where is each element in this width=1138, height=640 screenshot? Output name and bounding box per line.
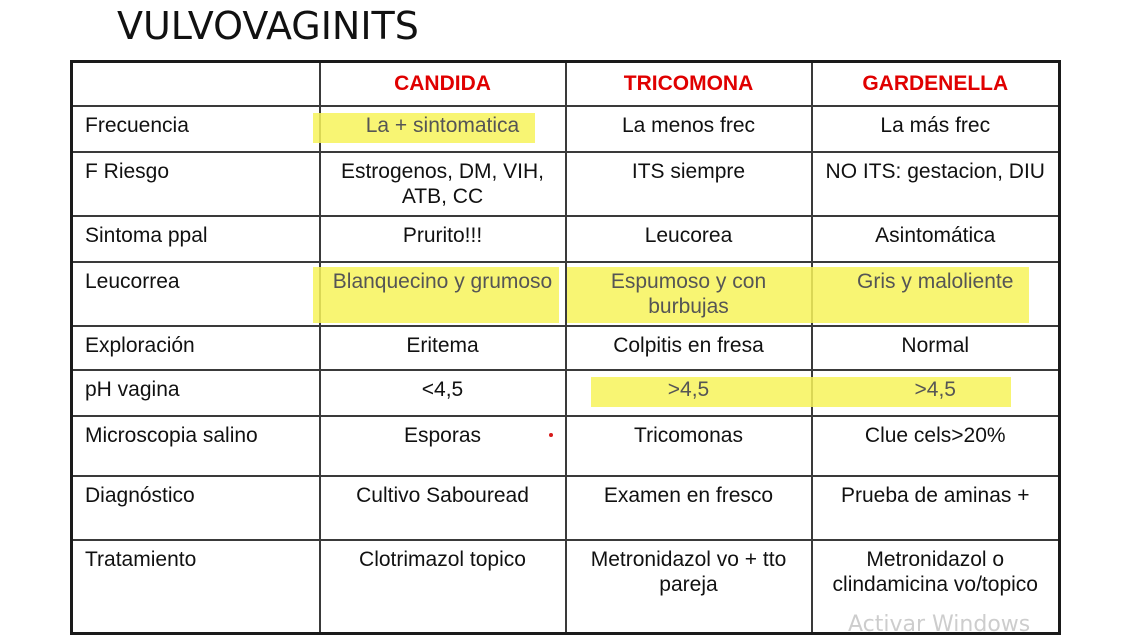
- table-cell: Estrogenos, DM, VIH, ATB, CC: [320, 152, 566, 216]
- activation-watermark: Activar Windows: [848, 612, 1031, 637]
- table-cell: Cultivo Sabouread: [320, 476, 566, 540]
- table-cell: Colpitis en fresa: [566, 326, 812, 370]
- table-row: [72, 370, 1060, 416]
- row-label: pH vagina: [72, 370, 320, 416]
- table-cell: Asintomática: [812, 216, 1060, 262]
- row-label: F Riesgo: [72, 152, 320, 216]
- table-row: [72, 262, 1060, 326]
- header-row: [72, 62, 1060, 106]
- table-cell: Espumoso y con burbujas: [566, 262, 812, 326]
- table-cell: La menos frec: [566, 106, 812, 152]
- table-cell: NO ITS: gestacion, DIU: [812, 152, 1060, 216]
- row-label: Exploración: [72, 326, 320, 370]
- row-label: Leucorrea: [72, 262, 320, 326]
- row-label: Sintoma ppal: [72, 216, 320, 262]
- table-cell: Clotrimazol topico: [320, 540, 566, 634]
- table-cell: Examen en fresco: [566, 476, 812, 540]
- table-cell: Leucorea: [566, 216, 812, 262]
- table-cell: >4,5: [566, 370, 812, 416]
- row-label: Diagnóstico: [72, 476, 320, 540]
- table-cell: Prurito!!!: [320, 216, 566, 262]
- table-cell: Esporas: [320, 416, 566, 476]
- table-cell: La + sintomatica: [320, 106, 566, 152]
- table-cell: Prueba de aminas +: [812, 476, 1060, 540]
- table-row: [72, 416, 1060, 476]
- table-cell: ITS siempre: [566, 152, 812, 216]
- comparison-table: [70, 60, 1061, 635]
- table-row: [72, 476, 1060, 540]
- row-label: Tratamiento: [72, 540, 320, 634]
- table-cell: La más frec: [812, 106, 1060, 152]
- table-cell: Metronidazol o clindamicina vo/topico: [812, 540, 1060, 634]
- table-row: [72, 106, 1060, 152]
- table-row: [72, 152, 1060, 216]
- red-dot: [549, 433, 553, 437]
- row-label: Frecuencia: [72, 106, 320, 152]
- table-cell: Gris y maloliente: [812, 262, 1060, 326]
- table-cell: Eritema: [320, 326, 566, 370]
- header-tricomona: TRICOMONA: [566, 62, 812, 106]
- table-row: [72, 326, 1060, 370]
- table-cell: Tricomonas: [566, 416, 812, 476]
- table-cell: Normal: [812, 326, 1060, 370]
- header-empty: [72, 62, 320, 106]
- table-cell: Blanquecino y grumoso: [320, 262, 566, 326]
- table-cell: Metronidazol vo + tto pareja: [566, 540, 812, 634]
- table-cell: Clue cels>20%: [812, 416, 1060, 476]
- table-cell: >4,5: [812, 370, 1060, 416]
- header-gardenella: GARDENELLA: [812, 62, 1060, 106]
- row-label: Microscopia salino: [72, 416, 320, 476]
- table-row: [72, 216, 1060, 262]
- page-title: VULVOVAGINITS: [117, 4, 419, 48]
- header-candida: CANDIDA: [320, 62, 566, 106]
- table-cell: <4,5: [320, 370, 566, 416]
